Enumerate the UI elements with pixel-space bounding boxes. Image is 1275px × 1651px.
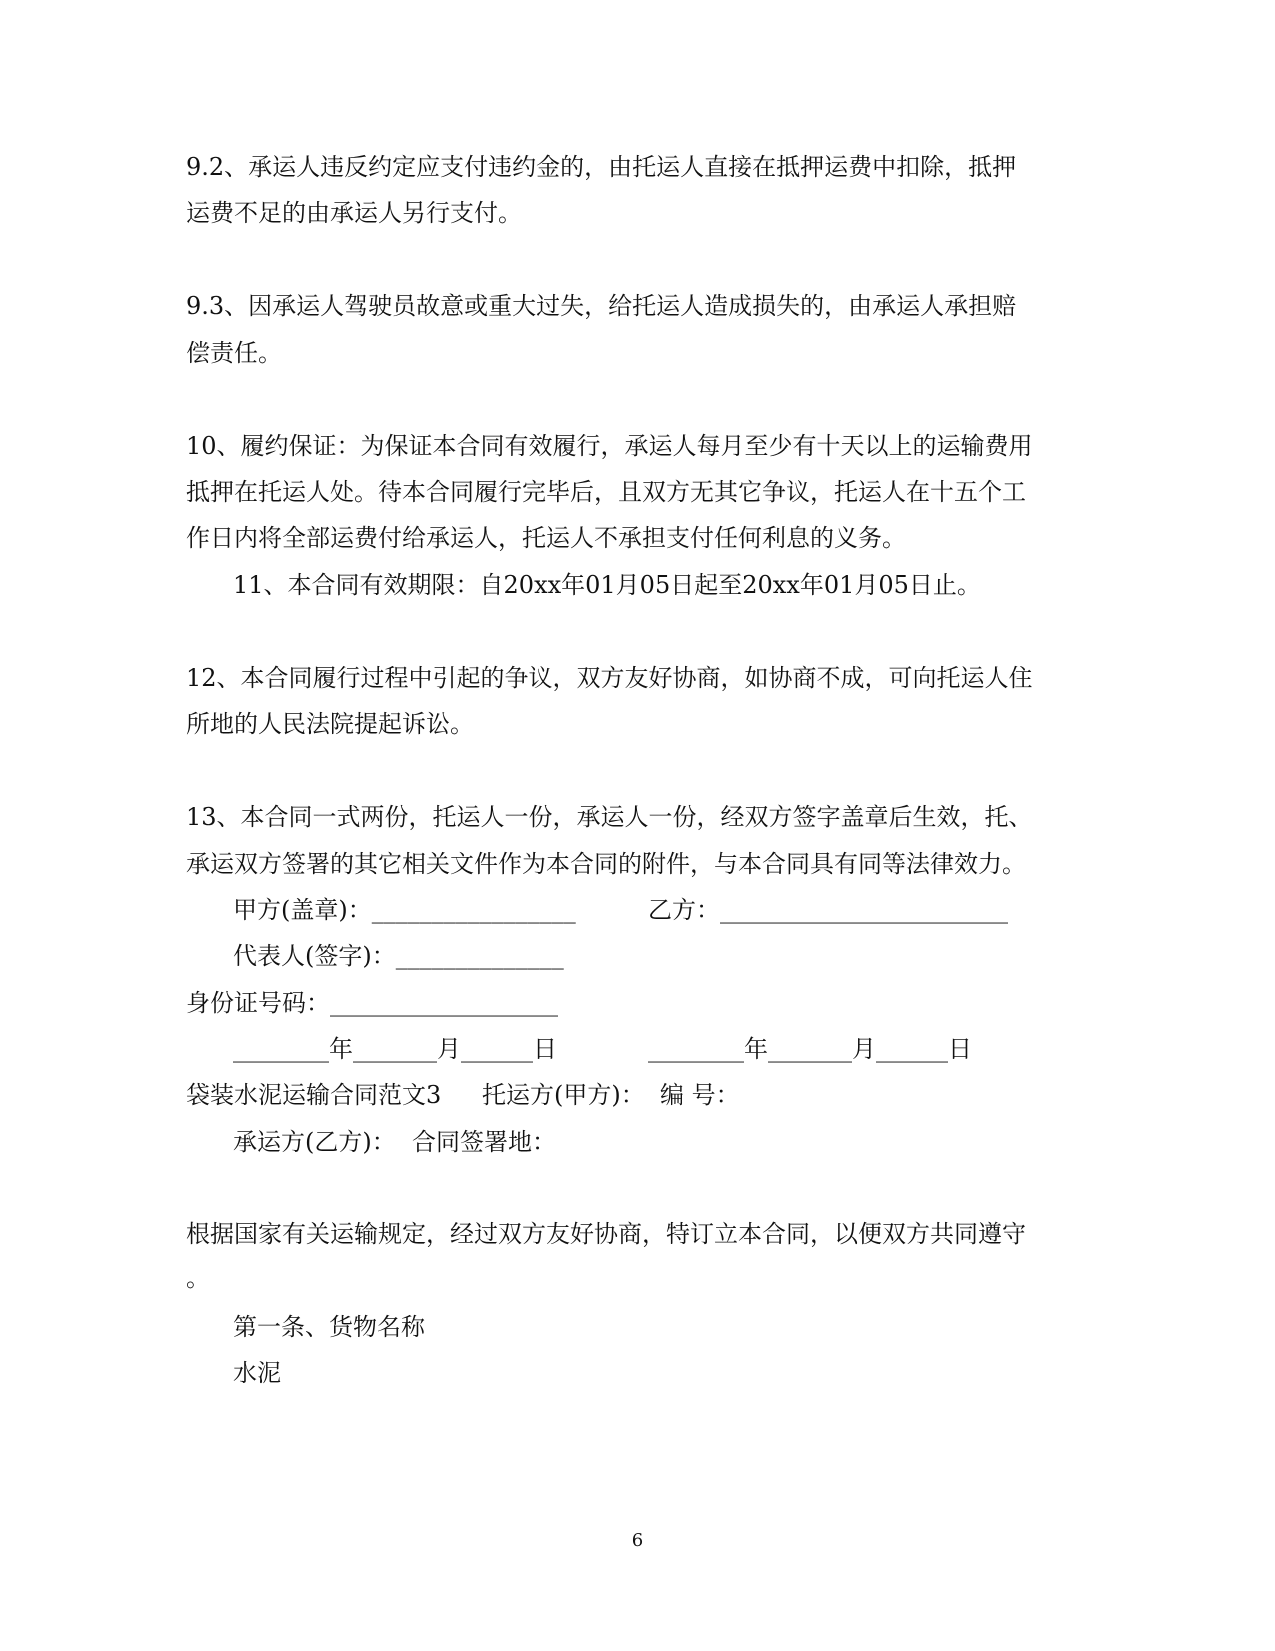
clause-13-line-1: 13、本合同一式两份，托运人一份，承运人一份，经双方签字盖章后生效，托、	[186, 803, 1033, 831]
clause-12-line-2: 所地的人民法院提起诉讼。	[186, 710, 474, 738]
representative-signature-line: 代表人(签字)：______________	[233, 942, 564, 970]
article-1-goods: 水泥	[233, 1359, 281, 1387]
template-title: 袋装水泥运输合同范文3	[186, 1081, 442, 1109]
signing-place-label: 合同签署地：	[412, 1128, 556, 1156]
carrier-label: 承运方(乙方)：	[233, 1128, 396, 1156]
shipper-label: 托运方(甲方)：	[482, 1081, 645, 1109]
preamble-line-2: 。	[186, 1264, 210, 1292]
contract-number-label: 编 号：	[660, 1081, 740, 1109]
clause-10-line-1: 10、履约保证：为保证本合同有效履行，承运人每月至少有十天以上的运输费用	[186, 432, 1033, 460]
date-line-party-b: ________年_______月______日	[648, 1035, 972, 1063]
page-number: 6	[631, 1530, 644, 1551]
date-line-party-a: ________年_______月______日	[233, 1035, 557, 1063]
clause-12-line-1: 12、本合同履行过程中引起的争议，双方友好协商，如协商不成，可向托运人住	[186, 664, 1033, 692]
preamble-line-1: 根据国家有关运输规定，经过双方友好协商，特订立本合同，以便双方共同遵守	[186, 1220, 1026, 1248]
clause-13-line-2: 承运双方签署的其它相关文件作为本合同的附件，与本合同具有同等法律效力。	[186, 850, 1026, 878]
party-b-line: 乙方：________________________	[648, 896, 1008, 924]
id-number-line: 身份证号码：___________________	[186, 989, 558, 1017]
party-a-seal-line: 甲方(盖章)：_________________	[233, 896, 576, 924]
article-1-heading: 第一条、货物名称	[233, 1313, 425, 1341]
clause-10-line-3: 作日内将全部运费付给承运人，托运人不承担支付任何利息的义务。	[186, 524, 906, 552]
clause-9-2-line-1: 9.2、承运人违反约定应支付违约金的，由托运人直接在抵押运费中扣除，抵押	[186, 153, 1017, 181]
clause-9-2-line-2: 运费不足的由承运人另行支付。	[186, 199, 522, 227]
clause-9-3-line-2: 偿责任。	[186, 339, 282, 367]
clause-10-line-2: 抵押在托运人处。待本合同履行完毕后，且双方无其它争议，托运人在十五个工	[186, 478, 1026, 506]
clause-11: 11、本合同有效期限：自20xx年01月05日起至20xx年01月05日止。	[233, 571, 981, 599]
clause-9-3-line-1: 9.3、因承运人驾驶员故意或重大过失，给托运人造成损失的，由承运人承担赔	[186, 292, 1017, 320]
